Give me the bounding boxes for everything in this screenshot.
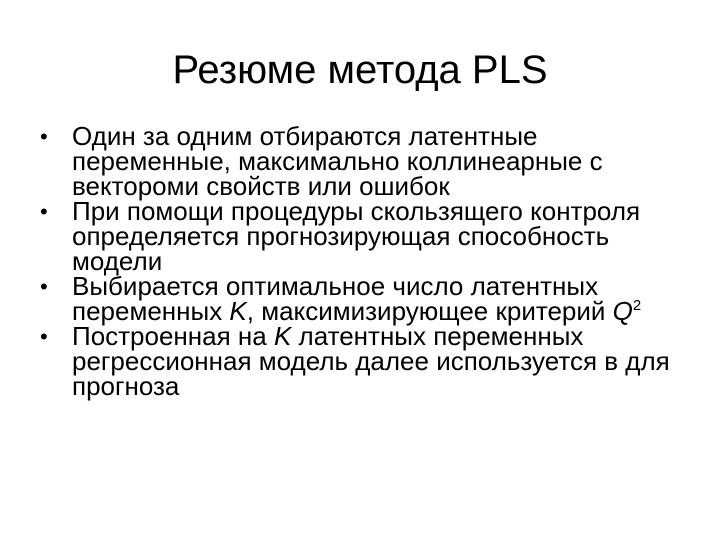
variable-k: K xyxy=(273,321,292,351)
bullet-text-middle: , максимизирующее критерий xyxy=(246,296,613,326)
bullet-text: При помощи процедуры скользящего контроля определяется прогнозирующая способность модели xyxy=(72,196,641,276)
bullet-dot: • xyxy=(40,199,48,224)
variable-k: K xyxy=(229,296,247,326)
variable-q: Q xyxy=(612,296,633,326)
bullet-dot: • xyxy=(40,274,48,299)
bullet-item-1 xyxy=(40,121,690,201)
bullet-text-start: Построенная на xyxy=(72,321,274,351)
bullet-text: Один за одним отбираются латентные переменные, максимально коллинеарные с вектороми свойств или ошибок xyxy=(72,121,603,201)
bullet-text-end: латентных переменных регрессионная модель далее используется в для прогноза xyxy=(72,321,670,401)
bullet-item-4 xyxy=(40,321,690,401)
bullet-item-2 xyxy=(40,196,690,276)
bullet-dot: • xyxy=(40,124,48,149)
slide-title: Резюме метода PLS xyxy=(172,48,548,92)
bullet-dot: • xyxy=(40,324,48,349)
superscript-two: 2 xyxy=(632,297,642,314)
bullet-text-start: Выбирается оптимальное число латентных переменных xyxy=(72,271,599,326)
bullet-list xyxy=(40,121,690,401)
bullet-item-3 xyxy=(40,271,690,326)
